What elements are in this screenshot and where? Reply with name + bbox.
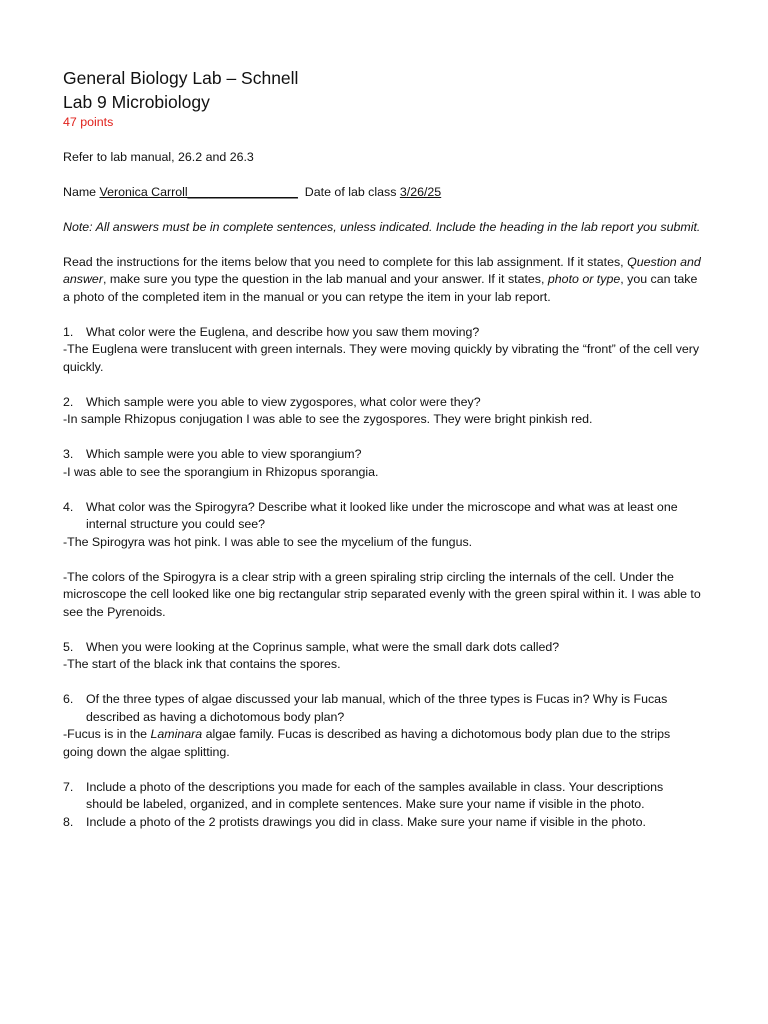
question-text: Include a photo of the descriptions you made for each of the samples available in class. Your descriptions should be labeled, organized, and in complete sentences. Make sure your name if visible in the photo. xyxy=(86,779,664,811)
question-item-6 xyxy=(63,691,703,726)
answer-pre: -Fucus is in the xyxy=(63,727,151,741)
question-text: Which sample were you able to view zygospores, what color were they? xyxy=(86,394,481,409)
question-item-8 xyxy=(63,814,703,832)
points-label: 47 points xyxy=(63,115,114,129)
question-item-2 xyxy=(63,394,703,412)
question-item-4 xyxy=(63,499,703,534)
answer-text: -The start of the black ink that contains the spores. xyxy=(63,657,341,671)
question-number: 6. xyxy=(63,692,74,706)
question-text: Include a photo of the 2 protists drawings you did in class. Make sure your name if visible in the photo. xyxy=(86,814,646,829)
answer-text: -I was able to see the sporangium in Rhizopus sporangia. xyxy=(63,464,379,479)
question-item-1 xyxy=(63,324,703,342)
question-item-7 xyxy=(63,779,703,814)
question-text: What color were the Euglena, and describe how you saw them moving? xyxy=(86,324,480,339)
question-item-5 xyxy=(63,639,703,657)
question-number: 4. xyxy=(63,499,74,514)
instructions-part1: Read the instructions for the items below that you need to complete for this lab assignment. If it states, xyxy=(63,254,628,269)
answer-text-continued: -The colors of the Spirogyra is a clear strip with a green spiraling strip circling the internals of the cell. Under the microscope the cell looked like one big rectangular strip separated evenly with the green spiral within it. I was able to see the Pyrenoids. xyxy=(63,569,701,619)
question-text: What color was the Spirogyra? Describe what it looked like under the microscope and what was at least one internal structure you could see? xyxy=(86,499,678,531)
document-page xyxy=(63,66,703,831)
name-label: Name xyxy=(63,184,100,199)
doc-title-line1: General Biology Lab – Schnell xyxy=(63,68,299,88)
answer-post: algae family. Fucas is described as having a dichotomous body plan due to the strips going down the algae splitting. xyxy=(63,727,671,759)
question-number: 1. xyxy=(63,324,74,339)
name-date-line xyxy=(63,184,703,202)
instructions-part2: , make sure you type the question in the lab manual and your answer. If it states, xyxy=(102,272,548,286)
answer-text: -The Spirogyra was hot pink. I was able to see the mycelium of the fungus. xyxy=(63,534,473,549)
question-number: 5. xyxy=(63,639,74,654)
answer-text: -In sample Rhizopus conjugation I was able to see the zygospores. They were bright pinkish red. xyxy=(63,412,593,426)
question-text: Of the three types of algae discussed your lab manual, which of the three types is Fucas in? Why is Fucas described as having a dichotomous body plan? xyxy=(86,692,668,724)
question-item-3 xyxy=(63,446,703,464)
question-number: 2. xyxy=(63,394,74,409)
question-number: 3. xyxy=(63,447,74,461)
instructions-em2: photo or type xyxy=(547,272,621,286)
question-number: 7. xyxy=(63,779,74,794)
reference-text: Refer to lab manual, 26.2 and 26.3 xyxy=(63,149,254,164)
answer-text xyxy=(63,726,703,761)
note-text: Note: All answers must be in complete sentences, unless indicated. Include the heading in the lab report you submit. xyxy=(63,219,701,234)
instructions-part3: , you can take a photo of the completed item in the manual or you can retype the item in your lab report. xyxy=(63,272,698,304)
answer-text: -The Euglena were translucent with green internals. They were moving quickly by vibrating the “front” of the cell very quickly. xyxy=(63,342,700,374)
date-label: Date of lab class xyxy=(297,184,400,199)
question-text: When you were looking at the Coprinus sample, what were the small dark dots called? xyxy=(86,639,560,654)
answer-em: Laminara xyxy=(150,727,203,741)
doc-title-line2: Lab 9 Microbiology xyxy=(63,92,210,112)
question-text: Which sample were you able to view sporangium? xyxy=(86,447,362,461)
question-number: 8. xyxy=(63,814,74,829)
date-value: 3/26/25 xyxy=(399,184,442,199)
instructions-em1: Question and answer xyxy=(63,254,701,286)
instructions-paragraph xyxy=(63,254,703,307)
name-value: Veronica Carroll________________ xyxy=(99,184,298,199)
